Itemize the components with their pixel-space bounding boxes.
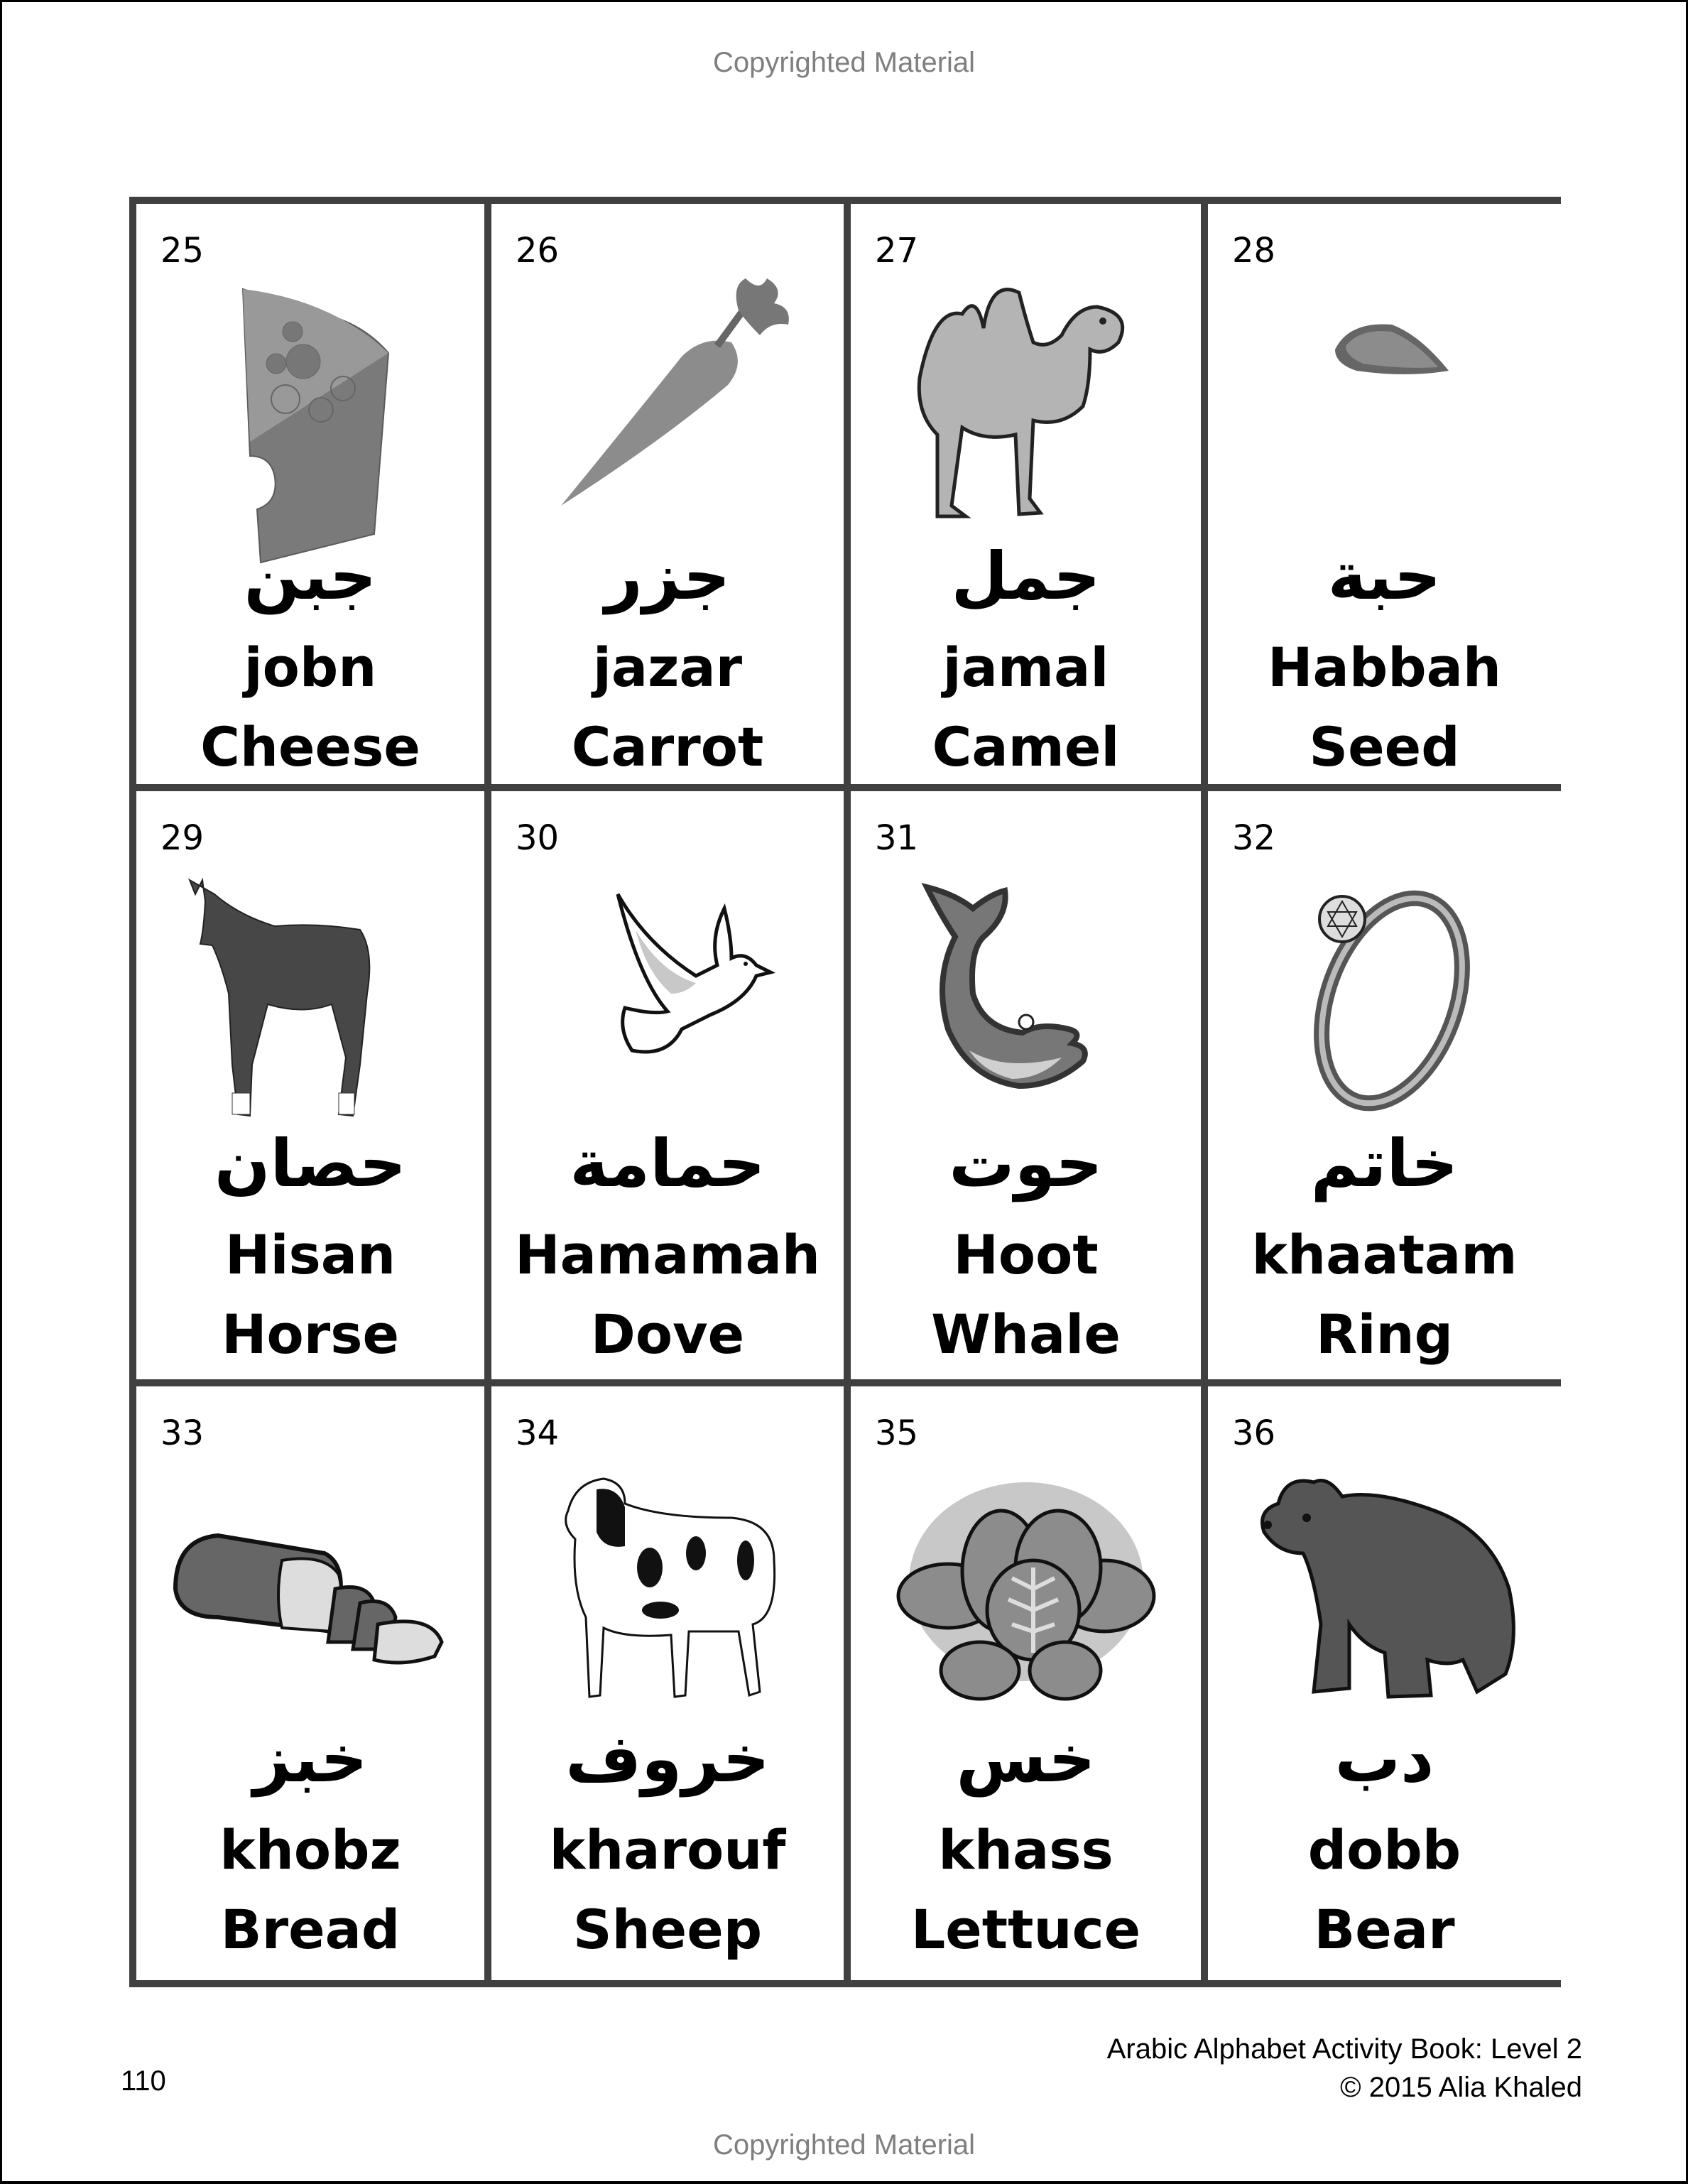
arabic-word: حبة — [1327, 538, 1442, 614]
card-number: 29 — [160, 818, 205, 858]
card-ring — [1208, 791, 1561, 1379]
arabic-word: دب — [1334, 1721, 1434, 1797]
seed-icon — [1208, 254, 1561, 580]
english-word: Lettuce — [910, 1898, 1141, 1961]
transliteration: Hoot — [953, 1223, 1099, 1286]
transliteration: Hamamah — [515, 1223, 820, 1286]
english-word: Dove — [590, 1303, 745, 1366]
english-word: Camel — [932, 715, 1120, 778]
card-bear — [1208, 1386, 1561, 1980]
arabic-word: حصان — [214, 1126, 407, 1202]
card-number: 26 — [516, 231, 560, 271]
ring-icon — [1208, 841, 1561, 1168]
card-bread — [136, 1386, 484, 1980]
book-title: Arabic Alphabet Activity Book: Level 2 — [1106, 2033, 1582, 2065]
transliteration: jamal — [942, 636, 1109, 699]
camel-icon — [851, 254, 1201, 580]
english-word: Seed — [1309, 715, 1460, 778]
card-number: 33 — [160, 1413, 205, 1453]
vocabulary-card-grid — [129, 197, 1561, 1987]
arabic-word: جزر — [604, 538, 731, 614]
card-number: 36 — [1232, 1413, 1276, 1453]
card-carrot — [491, 204, 844, 784]
bread-icon — [136, 1436, 484, 1763]
cheese-icon — [136, 254, 484, 580]
english-word: Whale — [931, 1303, 1121, 1366]
transliteration: kharouf — [549, 1818, 786, 1881]
english-word: Cheese — [200, 715, 420, 778]
card-sheep — [491, 1386, 844, 1980]
transliteration: khaatam — [1251, 1223, 1518, 1286]
dove-icon — [491, 841, 844, 1168]
card-number: 30 — [516, 818, 560, 858]
arabic-word: خبز — [253, 1721, 368, 1797]
watermark-bottom: Copyrighted Material — [712, 2129, 976, 2161]
card-camel — [851, 204, 1201, 784]
arabic-word: خس — [956, 1721, 1096, 1797]
english-word: Bear — [1314, 1898, 1455, 1961]
card-number: 35 — [875, 1413, 919, 1453]
card-dove — [491, 791, 844, 1379]
english-word: Bread — [220, 1898, 401, 1961]
book-footer — [1107, 2030, 1582, 2107]
card-number: 31 — [875, 818, 919, 858]
transliteration: dobb — [1307, 1818, 1461, 1881]
arabic-word: جبن — [244, 538, 377, 614]
card-cheese — [136, 204, 484, 784]
arabic-word: حمامة — [570, 1126, 766, 1202]
transliteration: khobz — [219, 1818, 401, 1881]
watermark-top: Copyrighted Material — [712, 47, 976, 78]
copyright-notice: © 2015 Alia Khaled — [1340, 2072, 1582, 2103]
arabic-word: جمل — [951, 538, 1101, 614]
card-number: 25 — [160, 231, 205, 271]
transliteration: Habbah — [1267, 636, 1502, 699]
horse-icon — [136, 841, 484, 1168]
english-word: Sheep — [572, 1898, 763, 1961]
english-word: Ring — [1315, 1303, 1454, 1366]
bear-icon — [1208, 1436, 1561, 1763]
arabic-word: حوت — [949, 1126, 1103, 1202]
page-number: 110 — [121, 2065, 166, 2097]
whale-icon — [851, 841, 1201, 1168]
english-word: Carrot — [571, 715, 764, 778]
transliteration: Hisan — [224, 1223, 396, 1286]
card-number: 34 — [516, 1413, 560, 1453]
transliteration: jazar — [592, 636, 743, 699]
card-lettuce — [851, 1386, 1201, 1980]
carrot-icon — [491, 254, 844, 580]
transliteration: khass — [938, 1818, 1113, 1881]
card-number: 27 — [875, 231, 919, 271]
transliteration: jobn — [244, 636, 377, 699]
card-number: 32 — [1232, 818, 1276, 858]
card-number: 28 — [1232, 231, 1276, 271]
lettuce-icon — [851, 1436, 1201, 1763]
english-word: Horse — [221, 1303, 400, 1366]
sheep-icon — [491, 1436, 844, 1763]
card-seed — [1208, 204, 1561, 784]
card-horse — [136, 791, 484, 1379]
arabic-word: خاتم — [1310, 1126, 1459, 1202]
card-whale — [851, 791, 1201, 1379]
arabic-word: خروف — [565, 1721, 770, 1797]
